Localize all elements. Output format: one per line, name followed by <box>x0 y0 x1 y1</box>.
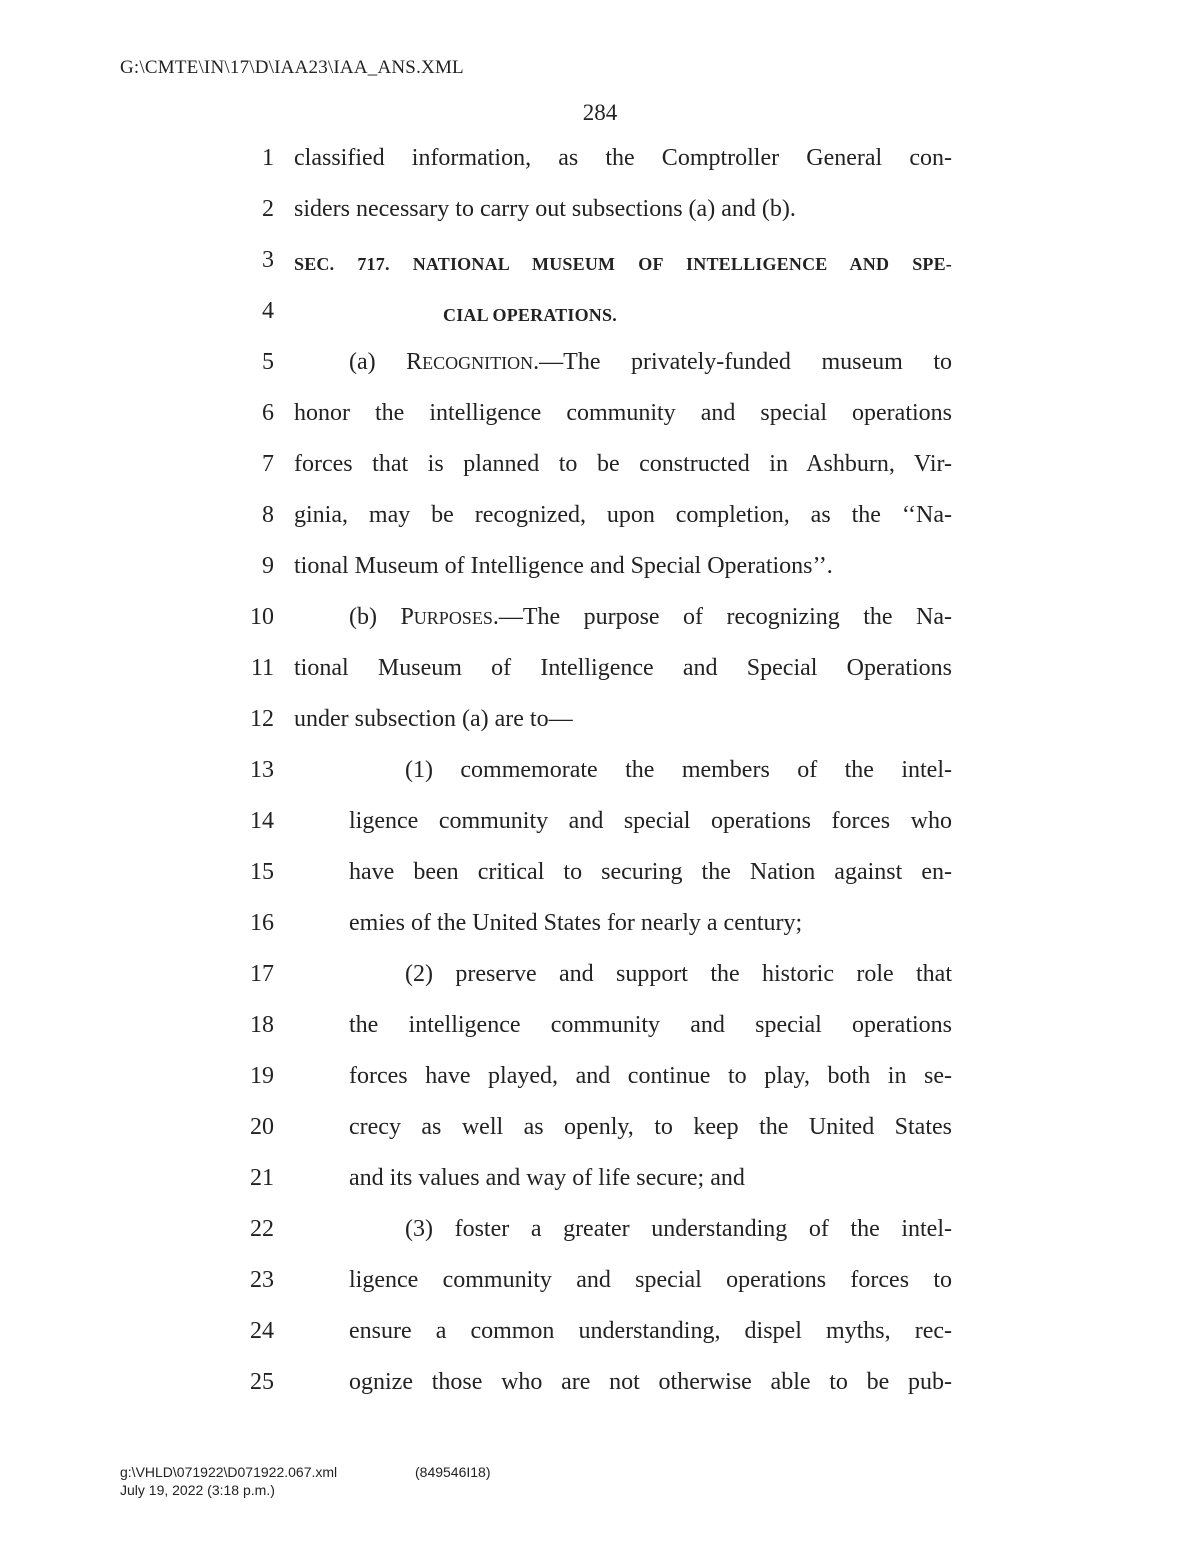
line-number: 23 <box>250 1267 274 1293</box>
text-line <box>0 847 1200 898</box>
line-text: tional Museum of Intelligence and Special Operations’’. <box>294 553 833 579</box>
line-text: ligence community and special operations forces to <box>349 1267 952 1293</box>
text-line <box>0 1102 1200 1153</box>
line-text: ensure a common understanding, dispel myths, rec- <box>349 1318 952 1344</box>
text-line <box>0 898 1200 949</box>
line-text: emies of the United States for nearly a century; <box>349 910 803 936</box>
line-number: 1 <box>262 145 274 171</box>
subsection-b-label: (b) P <box>349 604 414 630</box>
line-text: forces that is planned to be constructed in Ashburn, Vir- <box>294 451 952 477</box>
text-line <box>0 949 1200 1000</box>
header-file-path: G:\CMTE\IN\17\D\IAA23\IAA_ANS.XML <box>120 57 464 78</box>
subsection-b-smallcaps: URPOSES <box>413 608 493 628</box>
line-text: .—The purpose of recognizing the Na- <box>492 604 952 630</box>
line-number: 24 <box>250 1318 274 1344</box>
text-line <box>0 439 1200 490</box>
paragraph-3-start: (3) foster a greater understanding of the intel- <box>405 1216 952 1242</box>
line-number: 16 <box>250 910 274 936</box>
line-number: 5 <box>262 349 274 375</box>
line-number: 4 <box>262 298 274 324</box>
text-line <box>0 133 1200 184</box>
footer-date: July 19, 2022 (3:18 p.m.) <box>120 1482 275 1498</box>
text-line <box>0 745 1200 796</box>
text-line <box>0 1255 1200 1306</box>
line-number: 6 <box>262 400 274 426</box>
line-text: and its values and way of life secure; and <box>349 1165 745 1191</box>
line-number: 12 <box>250 706 274 732</box>
text-line <box>0 1000 1200 1051</box>
line-number: 22 <box>250 1216 274 1242</box>
line-number: 7 <box>262 451 274 477</box>
text-line <box>0 541 1200 592</box>
line-number: 11 <box>250 655 274 681</box>
line-text: honor the intelligence community and special operations <box>294 400 952 426</box>
line-number: 8 <box>262 502 274 528</box>
line-text: classified information, as the Comptroller General con- <box>294 145 952 171</box>
line-number: 2 <box>262 196 274 222</box>
text-line <box>0 1204 1200 1255</box>
line-number: 3 <box>262 247 274 273</box>
section-heading-continued: CIAL OPERATIONS. <box>443 305 617 325</box>
line-text: crecy as well as openly, to keep the United States <box>349 1114 952 1140</box>
footer-file-path: g:\VHLD\071922\D071922.067.xml <box>120 1464 338 1480</box>
line-number: 21 <box>250 1165 274 1191</box>
line-number: 20 <box>250 1114 274 1140</box>
subsection-a-label: (a) R <box>349 349 423 375</box>
line-text: ognize those who are not otherwise able to be pub- <box>349 1369 952 1395</box>
line-text: .—The privately-funded museum to <box>533 349 952 375</box>
line-number: 18 <box>250 1012 274 1038</box>
line-text: have been critical to securing the Nation against en- <box>349 859 952 885</box>
paragraph-2-start: (2) preserve and support the historic role that <box>405 961 952 987</box>
line-text: the intelligence community and special operations <box>349 1012 952 1038</box>
line-number: 15 <box>250 859 274 885</box>
line-text: ligence community and special operations forces who <box>349 808 952 834</box>
line-text: forces have played, and continue to play, both in se- <box>349 1063 952 1089</box>
line-number: 25 <box>250 1369 274 1395</box>
line-number: 19 <box>250 1063 274 1089</box>
text-line <box>0 1357 1200 1408</box>
text-line <box>0 1306 1200 1357</box>
text-line <box>0 1153 1200 1204</box>
line-number: 10 <box>250 604 274 630</box>
text-line <box>0 694 1200 745</box>
text-line <box>0 796 1200 847</box>
text-line <box>0 1051 1200 1102</box>
page-number: 284 <box>582 100 618 125</box>
section-heading-line <box>0 235 1200 286</box>
footer-doc-id: (849546I18) <box>415 1464 491 1480</box>
text-line <box>0 643 1200 694</box>
subsection-b-heading <box>349 602 952 633</box>
text-line <box>0 388 1200 439</box>
line-text: tional Museum of Intelligence and Special Operations <box>294 655 952 681</box>
text-line <box>0 184 1200 235</box>
line-text: ginia, may be recognized, upon completion, as the ‘‘Na- <box>294 502 952 528</box>
section-heading-line <box>0 286 1200 337</box>
subsection-a-smallcaps: ECOGNITION <box>422 353 534 373</box>
paragraph-1-start: (1) commemorate the members of the intel- <box>405 757 952 783</box>
line-number: 14 <box>250 808 274 834</box>
line-number: 17 <box>250 961 274 987</box>
text-line <box>0 337 1200 388</box>
line-text: under subsection (a) are to— <box>294 706 573 732</box>
line-number: 13 <box>250 757 274 783</box>
subsection-a-heading <box>349 347 952 378</box>
section-heading: SEC. 717. NATIONAL MUSEUM OF INTELLIGENCE AND SPE- <box>294 254 952 274</box>
text-line <box>0 592 1200 643</box>
line-text: siders necessary to carry out subsections (a) and (b). <box>294 196 796 222</box>
text-line <box>0 490 1200 541</box>
line-number: 9 <box>262 553 274 579</box>
